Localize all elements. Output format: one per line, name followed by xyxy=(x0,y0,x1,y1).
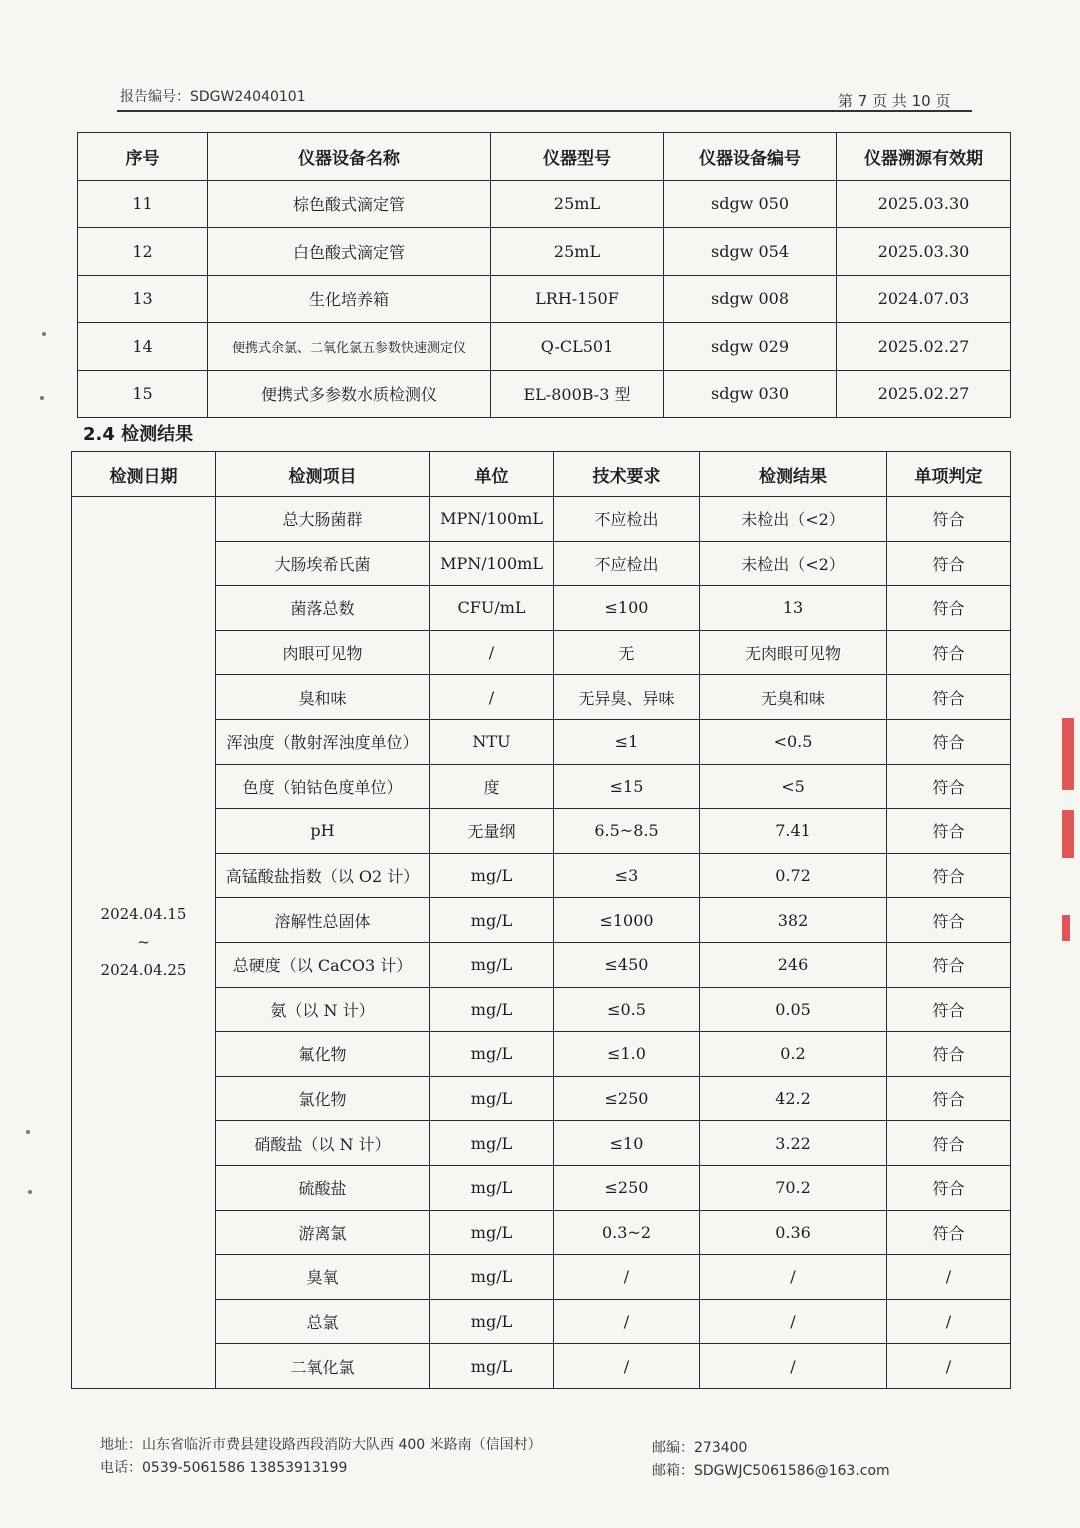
requirement: ≤1.0 xyxy=(554,1032,700,1077)
unit: mg/L xyxy=(430,1165,554,1210)
report-number: 报告编号：SDGW24040101 xyxy=(120,89,306,105)
footer-email: 邮箱：SDGWJC5061586@163.com xyxy=(652,1463,890,1479)
test-item: 色度（铂钴色度单位） xyxy=(216,764,430,809)
row-index: 11 xyxy=(78,180,208,228)
result: 42.2 xyxy=(700,1076,887,1121)
col-header: 单位 xyxy=(430,452,554,497)
table-row xyxy=(78,180,1011,228)
row-index: 12 xyxy=(78,228,208,276)
unit: mg/L xyxy=(430,942,554,987)
instrument-id: sdgw 054 xyxy=(664,228,837,276)
result: 246 xyxy=(700,942,887,987)
instrument-table xyxy=(77,132,1011,418)
result: 382 xyxy=(700,898,887,943)
date-end: 2024.04.25 xyxy=(100,961,187,980)
unit: / xyxy=(430,675,554,720)
col-header: 检测结果 xyxy=(700,452,887,497)
judgement: 符合 xyxy=(887,1165,1011,1210)
scan-speck xyxy=(42,332,46,336)
test-item: 肉眼可见物 xyxy=(216,630,430,675)
calibration-date: 2025.02.27 xyxy=(837,370,1011,418)
calibration-date: 2025.02.27 xyxy=(837,323,1011,371)
requirement: 无异臭、异味 xyxy=(554,675,700,720)
unit: mg/L xyxy=(430,1255,554,1300)
seal-stamp-fragment xyxy=(1062,915,1070,941)
unit: / xyxy=(430,630,554,675)
test-item: 总大肠菌群 xyxy=(216,497,430,542)
requirement: 0.3~2 xyxy=(554,1210,700,1255)
test-item: 总硬度（以 CaCO3 计） xyxy=(216,942,430,987)
requirement: ≤250 xyxy=(554,1076,700,1121)
result: 未检出（<2） xyxy=(700,541,887,586)
header-rule xyxy=(117,110,972,112)
instrument-model: EL-800B-3 型 xyxy=(491,370,664,418)
judgement: 符合 xyxy=(887,1210,1011,1255)
result: 无臭和味 xyxy=(700,675,887,720)
col-header: 检测日期 xyxy=(72,452,216,497)
instrument-id: sdgw 008 xyxy=(664,275,837,323)
table-row xyxy=(78,370,1011,418)
test-item: 臭和味 xyxy=(216,675,430,720)
judgement: 符合 xyxy=(887,719,1011,764)
col-header: 技术要求 xyxy=(554,452,700,497)
result: 7.41 xyxy=(700,809,887,854)
result: 未检出（<2） xyxy=(700,497,887,542)
result: <5 xyxy=(700,764,887,809)
footer-phone: 电话：0539-5061586 13853913199 xyxy=(100,1460,348,1476)
col-header: 检测项目 xyxy=(216,452,430,497)
instrument-name: 便携式余氯、二氧化氯五参数快速测定仪 xyxy=(208,323,491,371)
table-row xyxy=(78,228,1011,276)
section-title: 2.4 检测结果 xyxy=(83,424,194,445)
unit: 无量纲 xyxy=(430,809,554,854)
unit: mg/L xyxy=(430,898,554,943)
test-item: 大肠埃希氏菌 xyxy=(216,541,430,586)
table-row xyxy=(72,497,1011,542)
table-row xyxy=(78,275,1011,323)
instrument-name: 棕色酸式滴定管 xyxy=(208,180,491,228)
calibration-date: 2025.03.30 xyxy=(837,228,1011,276)
judgement: 符合 xyxy=(887,853,1011,898)
results-table xyxy=(71,451,1011,1389)
judgement: 符合 xyxy=(887,942,1011,987)
requirement: ≤1000 xyxy=(554,898,700,943)
judgement: 符合 xyxy=(887,809,1011,854)
requirement: ≤0.5 xyxy=(554,987,700,1032)
instrument-model: 25mL xyxy=(491,180,664,228)
seal-stamp-fragment xyxy=(1062,718,1074,790)
col-header: 仪器设备名称 xyxy=(208,133,491,181)
table-row xyxy=(78,323,1011,371)
unit: mg/L xyxy=(430,1076,554,1121)
row-index: 15 xyxy=(78,370,208,418)
instrument-id: sdgw 029 xyxy=(664,323,837,371)
instrument-id: sdgw 050 xyxy=(664,180,837,228)
unit: mg/L xyxy=(430,1299,554,1344)
unit: mg/L xyxy=(430,853,554,898)
footer-postcode: 邮编：273400 xyxy=(652,1440,748,1456)
row-index: 14 xyxy=(78,323,208,371)
test-item: 高锰酸盐指数（以 O2 计） xyxy=(216,853,430,898)
test-item: 氯化物 xyxy=(216,1076,430,1121)
judgement: 符合 xyxy=(887,586,1011,631)
result: / xyxy=(700,1255,887,1300)
judgement: 符合 xyxy=(887,1076,1011,1121)
calibration-date: 2025.03.30 xyxy=(837,180,1011,228)
judgement: 符合 xyxy=(887,497,1011,542)
seal-stamp-fragment xyxy=(1062,810,1074,858)
requirement: / xyxy=(554,1344,700,1389)
calibration-date: 2024.07.03 xyxy=(837,275,1011,323)
col-header: 序号 xyxy=(78,133,208,181)
unit: MPN/100mL xyxy=(430,497,554,542)
judgement: / xyxy=(887,1255,1011,1300)
requirement: ≤250 xyxy=(554,1165,700,1210)
requirement: ≤15 xyxy=(554,764,700,809)
judgement: 符合 xyxy=(887,1032,1011,1077)
judgement: 符合 xyxy=(887,898,1011,943)
result: 无肉眼可见物 xyxy=(700,630,887,675)
result: 13 xyxy=(700,586,887,631)
requirement: / xyxy=(554,1299,700,1344)
test-item: pH xyxy=(216,809,430,854)
instrument-header-row xyxy=(78,133,1011,181)
scan-speck xyxy=(26,1130,30,1134)
judgement: 符合 xyxy=(887,675,1011,720)
requirement: ≤3 xyxy=(554,853,700,898)
unit: mg/L xyxy=(430,987,554,1032)
test-item: 氨（以 N 计） xyxy=(216,987,430,1032)
test-date-range xyxy=(72,497,216,1389)
result: 70.2 xyxy=(700,1165,887,1210)
test-item: 硝酸盐（以 N 计） xyxy=(216,1121,430,1166)
col-header: 仪器设备编号 xyxy=(664,133,837,181)
col-header: 仪器型号 xyxy=(491,133,664,181)
test-item: 氟化物 xyxy=(216,1032,430,1077)
unit: CFU/mL xyxy=(430,586,554,631)
judgement: 符合 xyxy=(887,630,1011,675)
scan-speck xyxy=(40,396,44,400)
requirement: ≤100 xyxy=(554,586,700,631)
judgement: 符合 xyxy=(887,541,1011,586)
test-item: 二氧化氯 xyxy=(216,1344,430,1389)
unit: MPN/100mL xyxy=(430,541,554,586)
requirement: 不应检出 xyxy=(554,541,700,586)
result: 0.36 xyxy=(700,1210,887,1255)
instrument-name: 便携式多参数水质检测仪 xyxy=(208,370,491,418)
results-body xyxy=(72,497,1011,1389)
unit: mg/L xyxy=(430,1121,554,1166)
date-separator: ~ xyxy=(137,933,150,952)
instrument-id: sdgw 030 xyxy=(664,370,837,418)
instrument-model: Q-CL501 xyxy=(491,323,664,371)
test-item: 游离氯 xyxy=(216,1210,430,1255)
requirement: ≤450 xyxy=(554,942,700,987)
test-item: 浑浊度（散射浑浊度单位） xyxy=(216,719,430,764)
requirement: 不应检出 xyxy=(554,497,700,542)
judgement: 符合 xyxy=(887,987,1011,1032)
result: <0.5 xyxy=(700,719,887,764)
instrument-name: 白色酸式滴定管 xyxy=(208,228,491,276)
scan-speck xyxy=(28,1190,32,1194)
judgement: 符合 xyxy=(887,764,1011,809)
requirement: ≤1 xyxy=(554,719,700,764)
requirement: 无 xyxy=(554,630,700,675)
date-start: 2024.04.15 xyxy=(100,905,187,924)
unit: NTU xyxy=(430,719,554,764)
test-item: 溶解性总固体 xyxy=(216,898,430,943)
unit: mg/L xyxy=(430,1210,554,1255)
judgement: 符合 xyxy=(887,1121,1011,1166)
results-header-row xyxy=(72,452,1011,497)
requirement: ≤10 xyxy=(554,1121,700,1166)
footer-address: 地址：山东省临沂市费县建设路西段消防大队西 400 米路南（信国村） xyxy=(100,1437,542,1453)
result: 0.2 xyxy=(700,1032,887,1077)
col-header: 单项判定 xyxy=(887,452,1011,497)
unit: mg/L xyxy=(430,1032,554,1077)
instrument-model: 25mL xyxy=(491,228,664,276)
result: / xyxy=(700,1344,887,1389)
unit: 度 xyxy=(430,764,554,809)
test-item: 总氯 xyxy=(216,1299,430,1344)
result: 3.22 xyxy=(700,1121,887,1166)
instrument-model: LRH-150F xyxy=(491,275,664,323)
col-header: 仪器溯源有效期 xyxy=(837,133,1011,181)
test-item: 硫酸盐 xyxy=(216,1165,430,1210)
instrument-name: 生化培养箱 xyxy=(208,275,491,323)
test-item: 臭氧 xyxy=(216,1255,430,1300)
requirement: / xyxy=(554,1255,700,1300)
result: 0.05 xyxy=(700,987,887,1032)
requirement: 6.5~8.5 xyxy=(554,809,700,854)
result: / xyxy=(700,1299,887,1344)
page-number: 第 7 页 共 10 页 xyxy=(838,92,951,110)
judgement: / xyxy=(887,1344,1011,1389)
result: 0.72 xyxy=(700,853,887,898)
test-item: 菌落总数 xyxy=(216,586,430,631)
row-index: 13 xyxy=(78,275,208,323)
judgement: / xyxy=(887,1299,1011,1344)
unit: mg/L xyxy=(430,1344,554,1389)
